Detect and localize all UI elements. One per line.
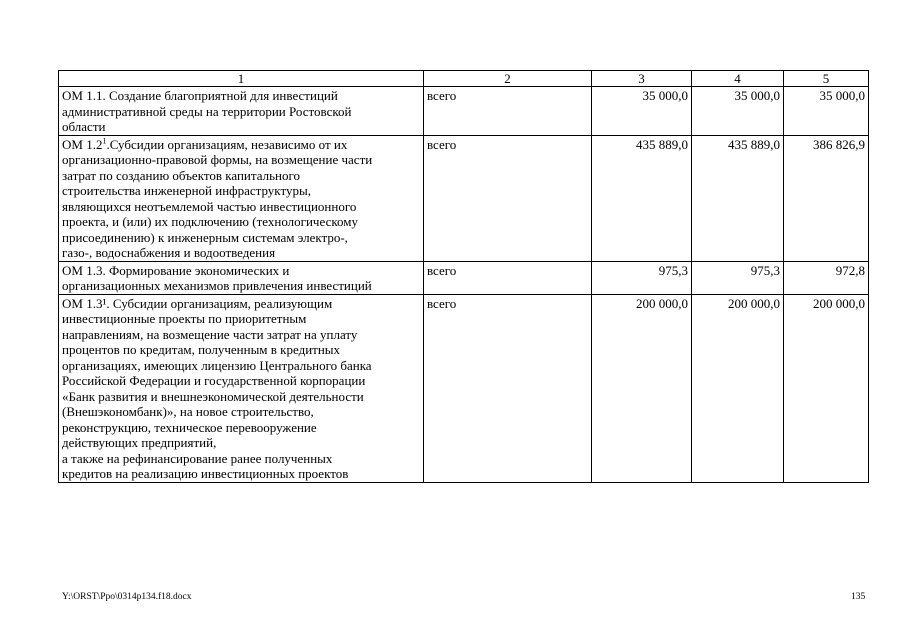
header-cell-2: 2 xyxy=(424,71,592,87)
table-row xyxy=(59,294,869,482)
value-col-4: 435 889,0 xyxy=(692,135,784,261)
description-line: газо-, водоснабжения и водоотведения xyxy=(62,245,276,260)
value-col-5: 200 000,0 xyxy=(784,294,869,482)
measure-description xyxy=(59,261,424,294)
table-row xyxy=(59,135,869,261)
description-line: административной среды на территории Ростовской xyxy=(62,103,352,119)
description-line: организациях, имеющих лицензию Центрального банка xyxy=(62,357,372,373)
value-col-4: 200 000,0 xyxy=(692,294,784,482)
description-line: ОМ 1.3. Формирование экономических и xyxy=(62,262,290,278)
description-line: являющихся неотъемлемой частью инвестиционного xyxy=(62,198,357,214)
funding-type: всего xyxy=(424,294,592,482)
header-cell-3: 3 xyxy=(592,71,692,87)
value-col-3: 35 000,0 xyxy=(592,87,692,136)
value-col-4: 975,3 xyxy=(692,261,784,294)
budget-table xyxy=(58,70,869,483)
header-cell-1: 1 xyxy=(59,71,424,87)
value-col-5: 386 826,9 xyxy=(784,135,869,261)
value-col-3: 200 000,0 xyxy=(592,294,692,482)
funding-type: всего xyxy=(424,87,592,136)
description-line: .Субсидии организациям, независимо от их xyxy=(106,136,348,152)
value-col-3: 435 889,0 xyxy=(592,135,692,261)
description-line: Российской Федерации и государственной корпорации xyxy=(62,373,366,388)
description-line: а также на рефинансирование ранее полученных xyxy=(62,450,333,466)
footer-page-number: 135 xyxy=(851,592,866,602)
footer-file-path: Y:\ORST\Ppo\0314p134.f18.docx xyxy=(62,592,192,602)
description-line: области xyxy=(62,119,106,134)
table-row xyxy=(59,87,869,136)
description-line: ОМ 1.3¹. Субсидии организациям, реализующим xyxy=(62,295,333,311)
header-cell-5: 5 xyxy=(784,71,869,87)
description-line: присоединению) к инженерным системам электро-, xyxy=(62,229,348,245)
description-line: реконструкцию, техническое перевооружение xyxy=(62,419,317,435)
description-line: «Банк развития и внешнеэкономической деятельности xyxy=(62,388,364,404)
description-line: организационно-правовой формы, на возмещение части xyxy=(62,152,373,167)
funding-type: всего xyxy=(424,261,592,294)
description-line: действующих предприятий, xyxy=(62,435,217,450)
description-line: строительства инженерной инфраструктуры, xyxy=(62,183,311,198)
value-col-5: 972,8 xyxy=(784,261,869,294)
value-col-5: 35 000,0 xyxy=(784,87,869,136)
description-line: затрат по созданию объектов капитального xyxy=(62,167,300,183)
measure-description xyxy=(59,87,424,136)
description-line: (Внешэкономбанк)», на новое строительство, xyxy=(62,404,314,419)
description-line: ОМ 1.1. Создание благоприятной для инвестиций xyxy=(62,88,338,103)
funding-type: всего xyxy=(424,135,592,261)
measure-description xyxy=(59,294,424,482)
description-line: организационных механизмов привлечения инвестиций xyxy=(62,278,372,293)
description-line: инвестиционные проекты по приоритетным xyxy=(62,311,307,326)
table-row xyxy=(59,261,869,294)
description-line: проекта, и (или) их подключению (технологическому xyxy=(62,214,358,229)
value-col-3: 975,3 xyxy=(592,261,692,294)
description-line: кредитов на реализацию инвестиционных проектов xyxy=(62,466,349,481)
description-line: процентов по кредитам, полученным в кредитных xyxy=(62,342,341,357)
value-col-4: 35 000,0 xyxy=(692,87,784,136)
footnote-marker: 1 xyxy=(102,136,107,146)
description-line: направлениям, на возмещение части затрат на уплату xyxy=(62,326,358,342)
measure-description xyxy=(59,135,424,261)
measure-code: ОМ 1.2 xyxy=(62,136,103,152)
header-cell-4: 4 xyxy=(692,71,784,87)
table-header-row xyxy=(59,71,869,87)
